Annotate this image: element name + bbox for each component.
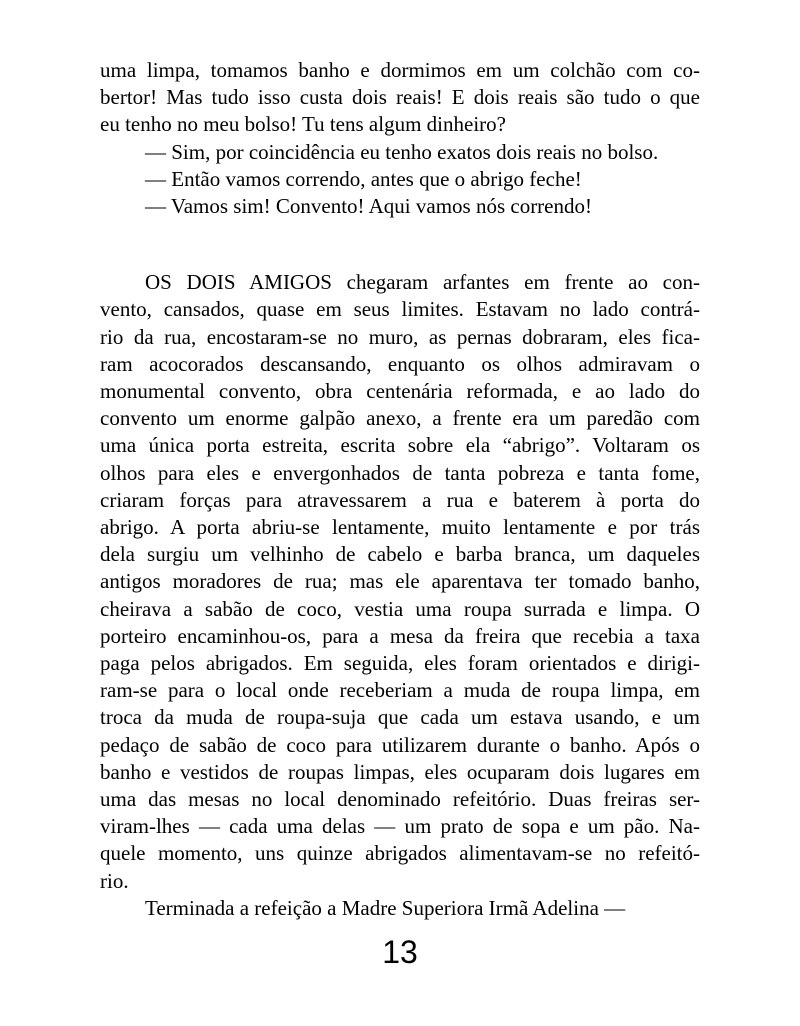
text-line: uma única porta estreita, escrita sobre ela “abrigo”. Voltaram os	[100, 433, 700, 458]
text-line: rio da rua, encostaram-se no muro, as pernas dobraram, eles fica-	[100, 324, 700, 349]
text-line: — Vamos sim! Convento! Aqui vamos nós correndo!	[145, 194, 592, 219]
text-line: quele momento, uns quinze abrigados alimentavam-se no refeitó-	[100, 841, 700, 866]
text-line: eu tenho no meu bolso! Tu tens algum dinheiro?	[100, 112, 506, 137]
text-line: monumental convento, obra centenária reformada, e ao lado do	[100, 379, 700, 404]
paragraph	[100, 895, 700, 922]
text-block	[100, 57, 700, 922]
paragraph	[100, 166, 700, 193]
text-line: uma limpa, tomamos banho e dormimos em um colchão com co-	[100, 58, 700, 82]
text-line: — Então vamos correndo, antes que o abrigo feche!	[145, 166, 582, 191]
paragraph	[100, 57, 700, 139]
text-line: convento um enorme galpão anexo, a frente era um paredão com	[100, 406, 700, 431]
text-line: ram acocorados descansando, enquanto os olhos admiravam o	[100, 351, 700, 376]
text-line: olhos para eles e envergonhados de tanta pobreza e tanta fome,	[100, 460, 700, 485]
text-line: troca da muda de roupa-suja que cada um estava usando, e um	[100, 705, 700, 730]
text-line: ram-se para o local onde receberiam a muda de roupa limpa, em	[100, 678, 700, 703]
text-line: Terminada a refeição a Madre Superiora Irmã Adelina —	[145, 895, 626, 920]
text-line: rio.	[100, 868, 129, 893]
paragraph	[100, 139, 700, 166]
text-line: porteiro encaminhou-os, para a mesa da freira que recebia a taxa	[100, 623, 700, 648]
text-line: cheirava a sabão de coco, vestia uma roupa surrada e limpa. O	[100, 596, 700, 621]
text-line: uma das mesas no local denominado refeitório. Duas freiras ser-	[100, 787, 700, 812]
text-line: paga pelos abrigados. Em seguida, eles foram orientados e dirigi-	[100, 651, 700, 676]
text-line: viram-lhes — cada uma delas — um prato de sopa e um pão. Na-	[100, 814, 700, 839]
text-line: dela surgiu um velhinho de cabelo e barba branca, um daqueles	[100, 542, 700, 567]
text-line: criaram forças para atravessarem a rua e baterem à porta do	[100, 487, 700, 512]
text-line: antigos moradores de rua; mas ele aparentava ter tomado banho,	[100, 569, 700, 594]
paragraph	[100, 193, 700, 220]
text-line: pedaço de sabão de coco para utilizarem durante o banho. Após o	[100, 732, 700, 757]
page-number: 13	[382, 934, 418, 970]
text-line: OS DOIS AMIGOS chegaram arfantes em frente ao con-	[145, 270, 700, 295]
text-line: bertor! Mas tudo isso custa dois reais! E dois reais são tudo o que	[100, 85, 700, 110]
text-line: banho e vestidos de roupas limpas, eles ocuparam dois lugares em	[100, 759, 700, 784]
text-line: vento, cansados, quase em seus limites. Estavam no lado contrá-	[100, 297, 700, 322]
text-line: — Sim, por coincidência eu tenho exatos dois reais no bolso.	[145, 139, 659, 164]
paragraph-spacer	[100, 220, 700, 269]
text-line: abrigo. A porta abriu-se lentamente, muito lentamente e por trás	[100, 515, 700, 540]
paragraph	[100, 269, 700, 895]
